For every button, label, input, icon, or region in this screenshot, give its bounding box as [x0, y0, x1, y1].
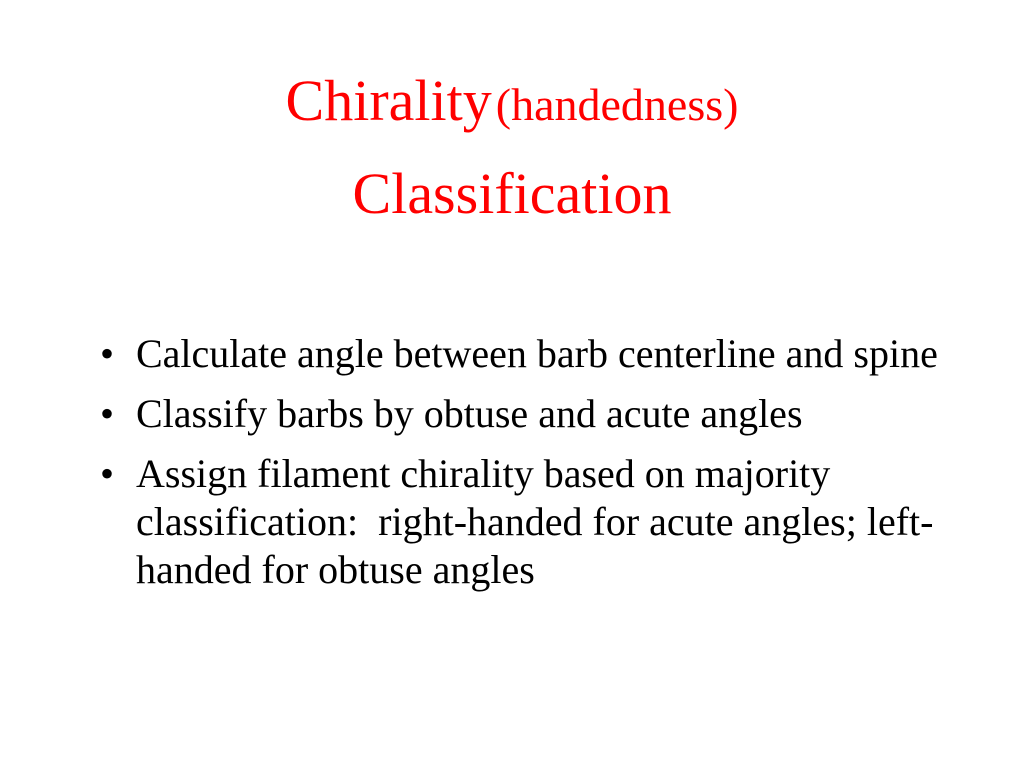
bullet-icon: •: [100, 451, 115, 496]
bullet-text: Assign filament chirality based on majority classification: right-handed for acute angles; left-handed for obtuse angles: [136, 451, 934, 592]
bullet-list: [100, 330, 980, 606]
title-line-2: Classification: [352, 161, 672, 226]
bullet-item: [100, 390, 980, 438]
bullet-icon: •: [100, 331, 115, 376]
bullet-item: [100, 450, 980, 594]
bullet-text: Calculate angle between barb centerline and spine: [136, 331, 938, 376]
title-main: Chirality: [285, 68, 492, 133]
bullet-icon: •: [100, 391, 115, 436]
title-line-1: [0, 62, 1024, 155]
bullet-item: [100, 330, 980, 378]
slide-title: [0, 62, 1024, 233]
title-subtitle: (handedness): [495, 79, 739, 130]
bullet-text: Classify barbs by obtuse and acute angles: [136, 391, 803, 436]
